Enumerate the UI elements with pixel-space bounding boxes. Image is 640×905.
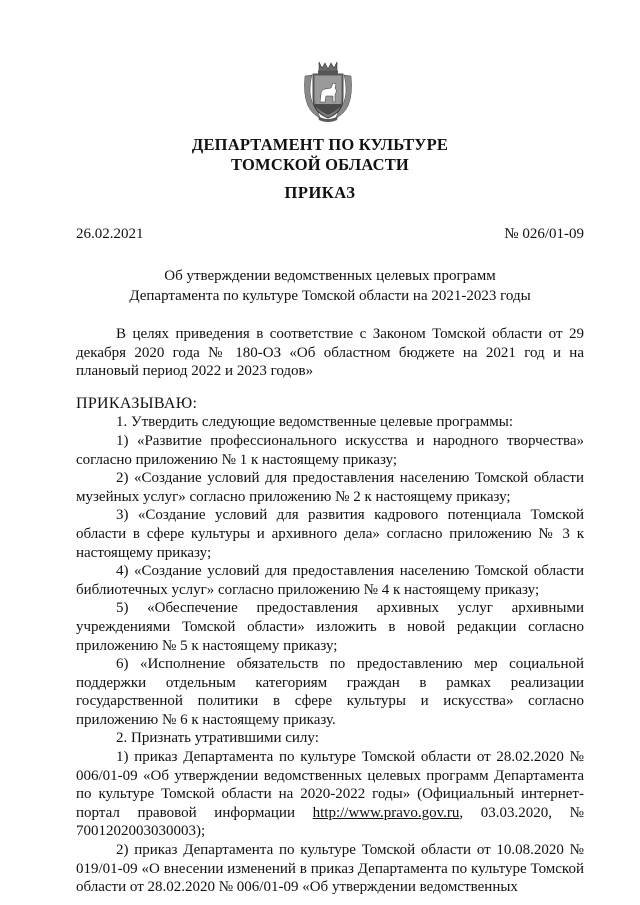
pravo-gov-link[interactable]: http://www.pravo.gov.ru [312, 804, 460, 821]
clause-1-title: 1. Утвердить следующие ведомственные целевые программы: [116, 414, 514, 431]
clause-2-item1-tail: , 03.03.2020, № 7001202003030003); [76, 804, 584, 840]
clause-1-item: 3) «Создание условий для развития кадрового потенциала Томской области в сфере культуры и архивного дела» согласно приложению № 3 к настоящему приказу; [76, 507, 584, 561]
document-type-title: ПРИКАЗ [284, 183, 356, 202]
clause-2-title: 2. Признать утратившими силу: [116, 730, 319, 747]
clause-2-item [76, 748, 584, 841]
subject-line2: Департамента по культуре Томской области на 2021-2023 годы [129, 288, 531, 304]
clause-1-item: 6) «Исполнение обязательств по предоставлению мер социальной поддержки отдельным категориям граждан в рамках реализации государственной политики в сфере культуры и искусства» согласно приложению № 6 к настоящему приказу. [76, 656, 584, 728]
clause-1-item: 1) «Развитие профессионального искусства и народного творчества» согласно приложению № 1 к настоящему приказу; [76, 432, 584, 468]
clause-1-item: 2) «Создание условий для предоставления населению Томской области музейных услуг» согласно приложению № 2 к настоящему приказу; [76, 470, 584, 505]
clause-1-item: 5) «Обеспечение предоставления архивных услуг архивными учреждениями Томской области» изложить в новой редакции согласно приложению № 5 к настоящему приказу; [76, 600, 584, 654]
order-number: № 026/01-09 [504, 226, 584, 242]
coat-of-arms-icon [302, 60, 354, 122]
order-date: 26.02.2021 [76, 226, 144, 242]
clause-1-item: 4) «Создание условий для предоставления населению Томской области библиотечных услуг» согласно приложению № 4 к настоящему приказу; [76, 563, 584, 598]
subject-line1: Об утверждении ведомственных целевых программ [164, 268, 496, 284]
order-subject [76, 266, 584, 306]
tomsk-emblem-icon [302, 60, 354, 122]
preamble-paragraph: В целях приведения в соответствие с Законом Томской области от 29 декабря 2020 года № 180-ОЗ «Об областном бюджете на 2021 год и на плановый период 2022 и 2023 годов» [76, 326, 584, 380]
department-name-line1: ДЕПАРТАМЕНТ ПО КУЛЬТУРЕ [191, 135, 449, 154]
department-name-line2: ТОМСКОЙ ОБЛАСТИ [231, 155, 409, 174]
clause-2-item1-text: 1) приказ Департамента по культуре Томской области от 28.02.2020 № 006/01-09 «Об утверждении ведомственных целевых программ Департамента по культуре Томской области на 2020-2022 годы» (Официальный интернет-портал правовой информации [76, 749, 584, 821]
clause-2-item: 2) приказ Департамента по культуре Томской области от 10.08.2020 № 019/01-09 «О внесении изменений в приказ Департамента по культуре Томской области от 28.02.2020 № 006/01-09 «Об утверждении ведомственных [76, 842, 584, 896]
order-word: ПРИКАЗЫВАЮ: [76, 394, 198, 412]
order-body [76, 325, 584, 897]
